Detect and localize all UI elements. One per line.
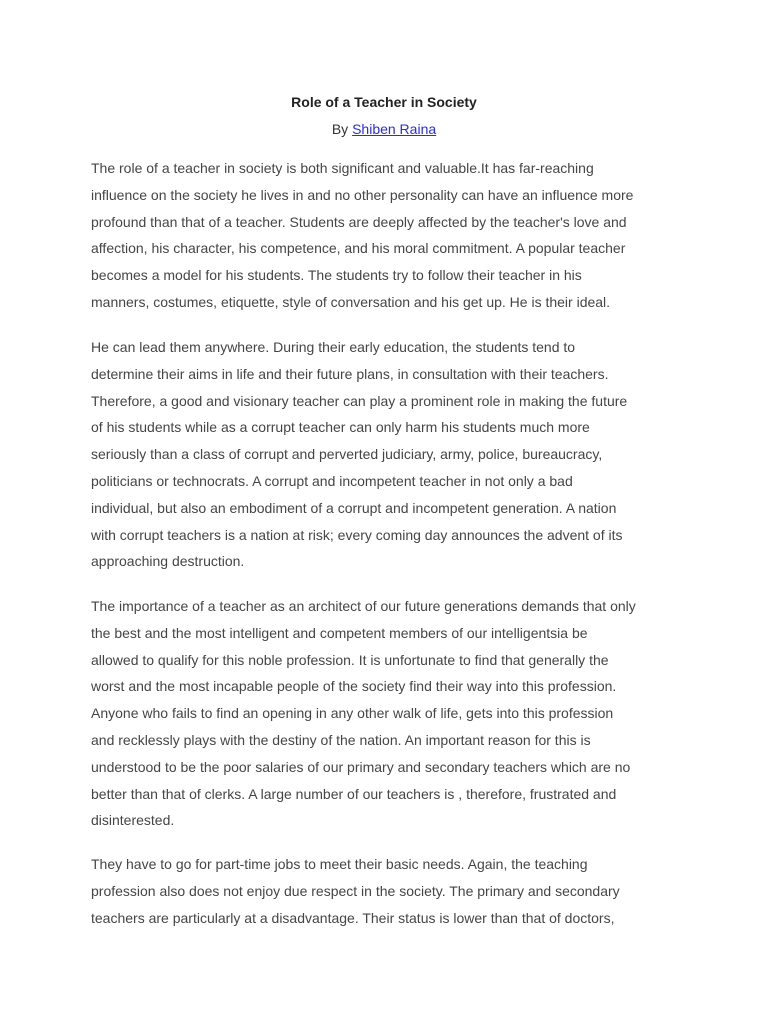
text-line: approaching destruction. [91, 553, 245, 570]
text-line: influence on the society he lives in and no other personality can have an influence more [91, 186, 634, 203]
paragraph-1 [91, 155, 691, 316]
text-line: allowed to qualify for this noble profession. It is unfortunate to find that generally the [91, 651, 609, 668]
text-line: politicians or technocrats. A corrupt and incompetent teacher in not only a bad [91, 472, 573, 489]
paragraph-2 [91, 334, 691, 575]
text-line: individual, but also an embodiment of a corrupt and incompetent generation. A nation [91, 499, 617, 516]
text-line: The role of a teacher in society is both significant and valuable.It has far-reaching [91, 160, 594, 176]
text-line: Therefore, a good and visionary teacher can play a prominent role in making the future [91, 392, 628, 409]
text-line: seriously than a class of corrupt and perverted judiciary, army, police, bureaucracy, [91, 446, 603, 463]
text-line: understood to be the poor salaries of our primary and secondary teachers which are no [91, 758, 631, 775]
text-line: determine their aims in life and their future plans, in consultation with their teachers. [91, 365, 609, 382]
document-title: Role of a Teacher in Society [291, 94, 477, 110]
text-line: manners, costumes, etiquette, style of conversation and his get up. He is their ideal. [91, 293, 611, 310]
text-line: with corrupt teachers is a nation at risk; every coming day announces the advent of its [91, 526, 623, 543]
paragraph-4 [91, 851, 691, 931]
text-line: They have to go for part-time jobs to meet their basic needs. Again, the teaching [91, 856, 588, 872]
text-line: teachers are particularly at a disadvantage. Their status is lower than that of doctors, [91, 909, 615, 926]
text-line: profound than that of a teacher. Students are deeply affected by the teacher's love and [91, 213, 627, 230]
text-line: The importance of a teacher as an architect of our future generations demands that only [91, 598, 636, 614]
text-line: He can lead them anywhere. During their early education, the students tend to [91, 339, 576, 355]
text-line: and recklessly plays with the destiny of the nation. An important reason for this is [91, 731, 591, 748]
text-line: becomes a model for his students. The students try to follow their teacher in his [91, 267, 582, 284]
byline [0, 118, 768, 140]
text-line: Anyone who fails to find an opening in any other walk of life, gets into this profession [91, 705, 614, 722]
text-line: worst and the most incapable people of the society find their way into this profession. [91, 678, 617, 695]
text-line: affection, his character, his competence, and his moral commitment. A popular teacher [91, 240, 626, 257]
paragraph-3 [91, 593, 691, 834]
text-line: the best and the most intelligent and competent members of our intelligentsia be [91, 624, 588, 641]
author-link[interactable]: Shiben Raina [352, 121, 437, 137]
text-line: of his students while as a corrupt teacher can only harm his students much more [91, 419, 590, 436]
byline-prefix: By [331, 121, 353, 137]
text-line: disinterested. [91, 812, 175, 829]
text-line: profession also does not enjoy due respect in the society. The primary and secondary [91, 882, 620, 899]
text-line: better than that of clerks. A large number of our teachers is , therefore, frustrated and [91, 785, 617, 802]
